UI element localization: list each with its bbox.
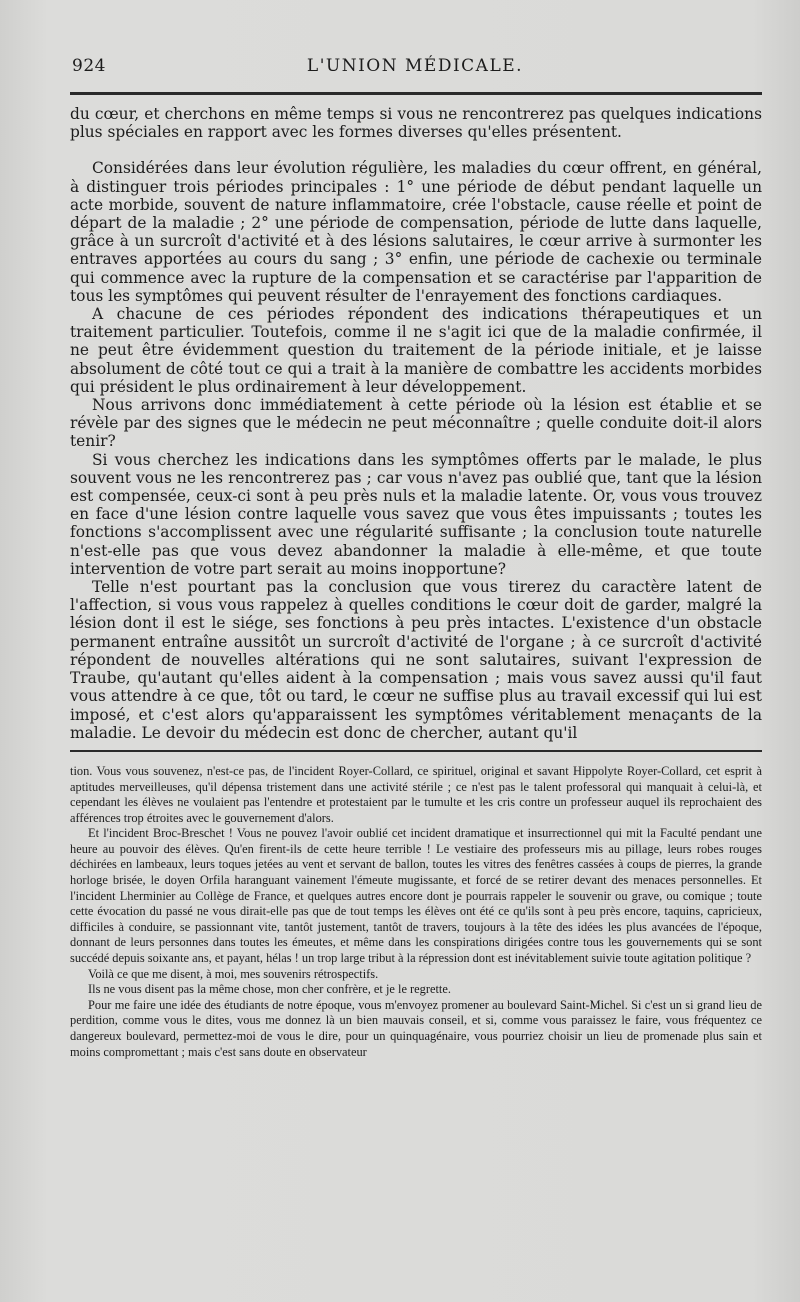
journal-title: L'UNION MÉDICALE. bbox=[306, 56, 524, 76]
page-header bbox=[70, 56, 762, 86]
article-paragraph: du cœur, et cherchons en même temps si vous ne rencontrerez pas quelques indications plus spéciales en rapport avec les formes diverses qu'elles présentent. bbox=[70, 105, 762, 142]
article-paragraph: Nous arrivons donc immédiatement à cette période où la lésion est établie et se révèle par des signes que le médecin ne peut méconnaître ; quelle conduite doit-il alors tenir? bbox=[70, 396, 762, 451]
feuilleton-paragraph: Et l'incident Broc-Breschet ! Vous ne pouvez l'avoir oublié cet incident dramatique et insurrectionnel qui mit la Faculté pendant une heure au pouvoir des élèves. Qu'en firent-ils de cette heure terrible ! Le vestiaire des professeurs mis au pillage, leurs robes rouges déchirées en lambeaux, leurs toques jetées au vent et servant de ballon, toutes les vitres des fenêtres cassées à coups de pierres, la grande horloge brisée, le doyen Orfila haranguant vainement l'émeute mugissante, et forcé de se retirer devant des menaces personnelles. Et l'incident Lherminier au Collège de France, et quelques autres encore dont je pourrais rappeler le souvenir ou grave, ou comique ; toute cette évocation du passé ne vous dirait-elle pas que de tout temps les élèves ont été ce qu'ils sont à peu près encore, taquins, capricieux, difficiles à conduire, se passionnant vite, tantôt justement, tantôt de travers, toujours à la tête des idées les plus avancées de l'époque, donnant de leurs personnes dans toutes les émeutes, et même dans les conspirations dirigées contre tous les gouvernements qui se sont succédé depuis soixante ans, et payant, hélas ! un trop large tribut à la répression dont est inévitablement suivie toute agitation politique ? bbox=[70, 826, 762, 966]
article-paragraph: Telle n'est pourtant pas la conclusion que vous tirerez du caractère latent de l'affection, si vous vous rappelez à quelles conditions le cœur doit de garder, malgré la lésion dont il est le siége, ses fonctions à peu près intactes. L'existence d'un obstacle permanent entraîne aussitôt un surcroît d'activité de l'organe ; à ce surcroît d'activité répondent de nouvelles altérations qui ne sont salutaires, suivant l'expression de Traube, qu'autant qu'elles aident à la compensation ; mais vous savez aussi qu'il faut vous attendre à ce que, tôt ou tard, le cœur ne suffise plus au travail excessif qui lui est imposé, et c'est alors qu'apparaissent les symptômes véritablement menaçants de la maladie. Le devoir du médecin est donc de chercher, autant qu'il bbox=[70, 578, 762, 742]
header-rule bbox=[70, 92, 762, 95]
feuilleton-paragraph: Ils ne vous disent pas la même chose, mon cher confrère, et je le regrette. bbox=[88, 982, 451, 997]
article-paragraph: Si vous cherchez les indications dans les symptômes offerts par le malade, le plus souvent vous ne les rencontrerez pas ; car vous n'avez pas oublié que, tant que la lésion est compensée, ceux-ci sont à peu près nuls et la maladie latente. Or, vous vous trouvez en face d'une lésion contre laquelle vous savez que vous êtes impuissants ; toutes les fonctions s'accomplissent avec une régularité suffisante ; la conclusion toute naturelle n'est-elle pas que vous devez abandonner la maladie à elle-même, et que toute intervention de votre part serait au moins inopportune? bbox=[70, 450, 762, 578]
feuilleton-paragraph: Voilà ce que me disent, à moi, mes souvenirs rétrospectifs. bbox=[88, 966, 379, 981]
main-article bbox=[70, 105, 762, 742]
article-paragraph: Considérées dans leur évolution régulière, les maladies du cœur offrent, en général, à distinguer trois périodes principales : 1° une période de début pendant laquelle un acte morbide, souvent de nature inflammatoire, crée l'obstacle, cause réelle et point de départ de la maladie ; 2° une période de compensation, période de lutte dans laquelle, grâce à un surcroît d'activité et à des lésions salutaires, le cœur arrive à surmonter les entraves apportées au cours du sang ; 3° enfin, une période de cachexie ou terminale qui commence avec la rupture de la compensation et se caractérise par l'apparition de tous les symptômes qui peuvent résulter de l'enrayement des fonctions cardiaques. bbox=[70, 159, 762, 305]
feuilleton-paragraph: tion. Vous vous souvenez, n'est-ce pas, de l'incident Royer-Collard, ce spirituel, original et savant Hippolyte Royer-Collard, cet esprit à aptitudes merveilleuses, qu'il dépensa tristement dans une activité stérile ; ce n'est pas le talent professoral qui manquait à celui-là, et cependant les élèves ne voulaient pas l'entendre et protestaient par le tumulte et les cris contre un professeur auquel ils reprochaient des afférences trop étroites avec le gouvernement d'alors. bbox=[70, 763, 762, 825]
feuilleton-section bbox=[70, 764, 762, 1060]
feuilleton-rule bbox=[70, 750, 762, 752]
feuilleton-paragraph: Pour me faire une idée des étudiants de notre époque, vous m'envoyez promener au boulevard Saint-Michel. Si c'est un si grand lieu de perdition, comme vous le dites, vous me donnez là un bien mauvais conseil, et si, comme vous paraissez le faire, vous fréquentez ce dangereux boulevard, permettez-moi de vous le dire, pour un quinquagénaire, vous pourriez choisir un lieu de promenade plus sain et moins compromettant ; mais c'est sans doute en observateur bbox=[70, 997, 762, 1059]
page-number: 924 bbox=[72, 56, 106, 76]
article-paragraph: A chacune de ces périodes répondent des indications thérapeutiques et un traitement particulier. Toutefois, comme il ne s'agit ici que de la maladie confirmée, il ne peut être évidemment question du traitement de la période initiale, et je laisse absolument de côté tout ce qui a trait à la manière de combattre les accidents morbides qui président le plus ordinairement à leur développement. bbox=[70, 305, 762, 396]
